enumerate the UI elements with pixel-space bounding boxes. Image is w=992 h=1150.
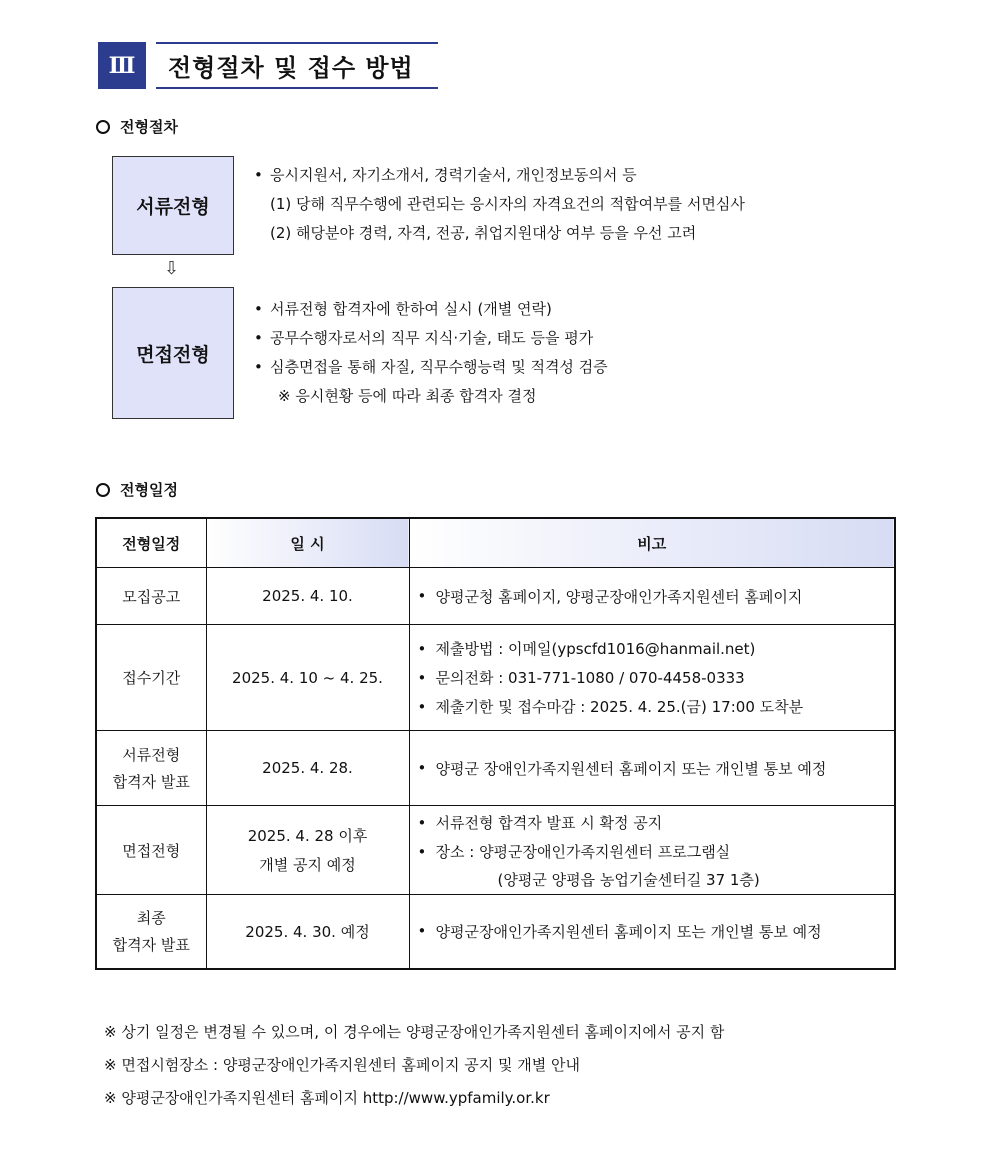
remarks-cell	[409, 625, 895, 731]
stage-cell: 면접전형	[96, 806, 206, 895]
remark-text: 서류전형 합격자 발표 시 확정 공지	[435, 814, 663, 832]
remark-text: 문의전화 : 031-771-1080 / 070-4458-0333	[435, 669, 745, 687]
stage-name: 서류전형	[136, 196, 210, 218]
footnote: ※ 상기 일정은 변경될 수 있으며, 이 경우에는 양평군장애인가족지원센터 홈페이지에서 공지 함	[104, 1023, 725, 1041]
remarks-cell	[409, 568, 895, 625]
schedule-table	[95, 517, 896, 970]
section-number: Ⅲ	[98, 42, 146, 89]
stage-desc-interview	[254, 294, 608, 410]
remark-text: 양평군청 홈페이지, 양평군장애인가족지원센터 홈페이지	[435, 587, 803, 606]
stage-desc-line	[254, 323, 608, 352]
procedure-heading-text: 전형절차	[120, 118, 178, 136]
remark-text-continued: (양평군 양평읍 농업기술센터길 37 1층)	[497, 870, 760, 889]
stage-cell: 접수기간	[96, 625, 206, 731]
bullet-icon: •	[417, 668, 427, 687]
circle-bullet-icon	[96, 120, 110, 134]
stage-cell: 최종 합격자 발표	[96, 895, 206, 969]
stage-desc-text: 공무수행자로서의 직무 지식·기술, 태도 등을 평가	[270, 329, 594, 347]
table-header-row	[96, 518, 895, 568]
column-header-remarks: 비고	[409, 518, 895, 568]
stage-box-document-screening	[112, 156, 234, 255]
section-title-wrap	[156, 42, 438, 89]
date-cell: 2025. 4. 10 ~ 4. 25.	[206, 625, 409, 731]
stage-name: 면접전형	[136, 343, 210, 366]
column-header-stage: 전형일정	[96, 518, 206, 568]
stage-desc-text: (2) 해당분야 경력, 자격, 전공, 취업지원대상 여부 등을 우선 고려	[270, 224, 697, 242]
stage-cell: 모집공고	[96, 568, 206, 625]
date-cell: 2025. 4. 30. 예정	[206, 895, 409, 969]
stage-desc-line	[254, 189, 745, 218]
stage-desc-line	[254, 294, 608, 323]
date-cell: 2025. 4. 28 이후 개별 공지 예정	[206, 806, 409, 895]
schedule-heading	[96, 479, 178, 500]
bullet-icon: •	[417, 759, 427, 777]
stage-desc-note: ※ 응시현황 등에 따라 최종 합격자 결정	[278, 387, 537, 405]
section-header	[98, 42, 438, 89]
table-row	[96, 806, 895, 895]
bullet-icon: •	[417, 842, 427, 861]
stage-desc-text: 심층면접을 통해 자질, 직무수행능력 및 적격성 검증	[270, 358, 608, 376]
table-row	[96, 568, 895, 625]
bullet-icon: •	[417, 922, 427, 941]
bullet-icon: •	[417, 697, 427, 716]
stage-desc-text: 응시지원서, 자기소개서, 경력기술서, 개인정보동의서 등	[270, 166, 637, 184]
stage-desc-line	[254, 381, 608, 410]
procedure-heading	[96, 116, 178, 137]
date-cell: 2025. 4. 10.	[206, 568, 409, 625]
remark-text: 양평군장애인가족지원센터 홈페이지 또는 개인별 통보 예정	[435, 922, 822, 941]
remark-text: 제출기한 및 접수마감 : 2025. 4. 25.(금) 17:00 도착분	[435, 698, 804, 716]
bullet-icon: •	[254, 328, 263, 347]
bullet-icon: •	[417, 587, 427, 605]
table-row	[96, 731, 895, 806]
stage-desc-text: (1) 당해 직무수행에 관련되는 응시자의 자격요건의 적합여부를 서면심사	[270, 195, 745, 213]
stage-box-interview	[112, 287, 234, 419]
bullet-icon: •	[254, 299, 263, 318]
footnote: ※ 면접시험장소 : 양평군장애인가족지원센터 홈페이지 공지 및 개별 안내	[104, 1056, 580, 1074]
remarks-cell	[409, 895, 895, 969]
stage-desc-line	[254, 352, 608, 381]
bullet-icon: •	[254, 165, 263, 184]
stage-desc-text: 서류전형 합격자에 한하여 실시 (개별 연락)	[270, 300, 552, 318]
remark-text: 장소 : 양평군장애인가족지원센터 프로그램실	[435, 843, 731, 861]
table-row	[96, 625, 895, 731]
bullet-icon: •	[417, 813, 427, 832]
circle-bullet-icon	[96, 483, 110, 497]
column-header-date: 일 시	[206, 518, 409, 568]
date-cell: 2025. 4. 28.	[206, 731, 409, 806]
stage-desc-line	[254, 218, 745, 247]
footnotes	[104, 1015, 724, 1114]
bullet-icon: •	[417, 639, 427, 658]
section-title: 전형절차 및 접수 방법	[168, 54, 414, 82]
remark-text: 양평군 장애인가족지원센터 홈페이지 또는 개인별 통보 예정	[435, 759, 827, 778]
remark-text: 제출방법 : 이메일(ypscfd1016@hanmail.net)	[435, 640, 756, 658]
schedule-heading-text: 전형일정	[120, 481, 178, 499]
stage-desc-line	[254, 160, 745, 189]
remarks-cell	[409, 731, 895, 806]
footnote-website: ※ 양평군장애인가족지원센터 홈페이지 http://www.ypfamily.or.kr	[104, 1089, 550, 1107]
remarks-cell	[409, 806, 895, 895]
table-row	[96, 895, 895, 969]
down-arrow-icon: ⇩	[164, 258, 180, 279]
bullet-icon: •	[254, 357, 263, 376]
stage-cell: 서류전형 합격자 발표	[96, 731, 206, 806]
stage-desc-document-screening	[254, 160, 745, 247]
